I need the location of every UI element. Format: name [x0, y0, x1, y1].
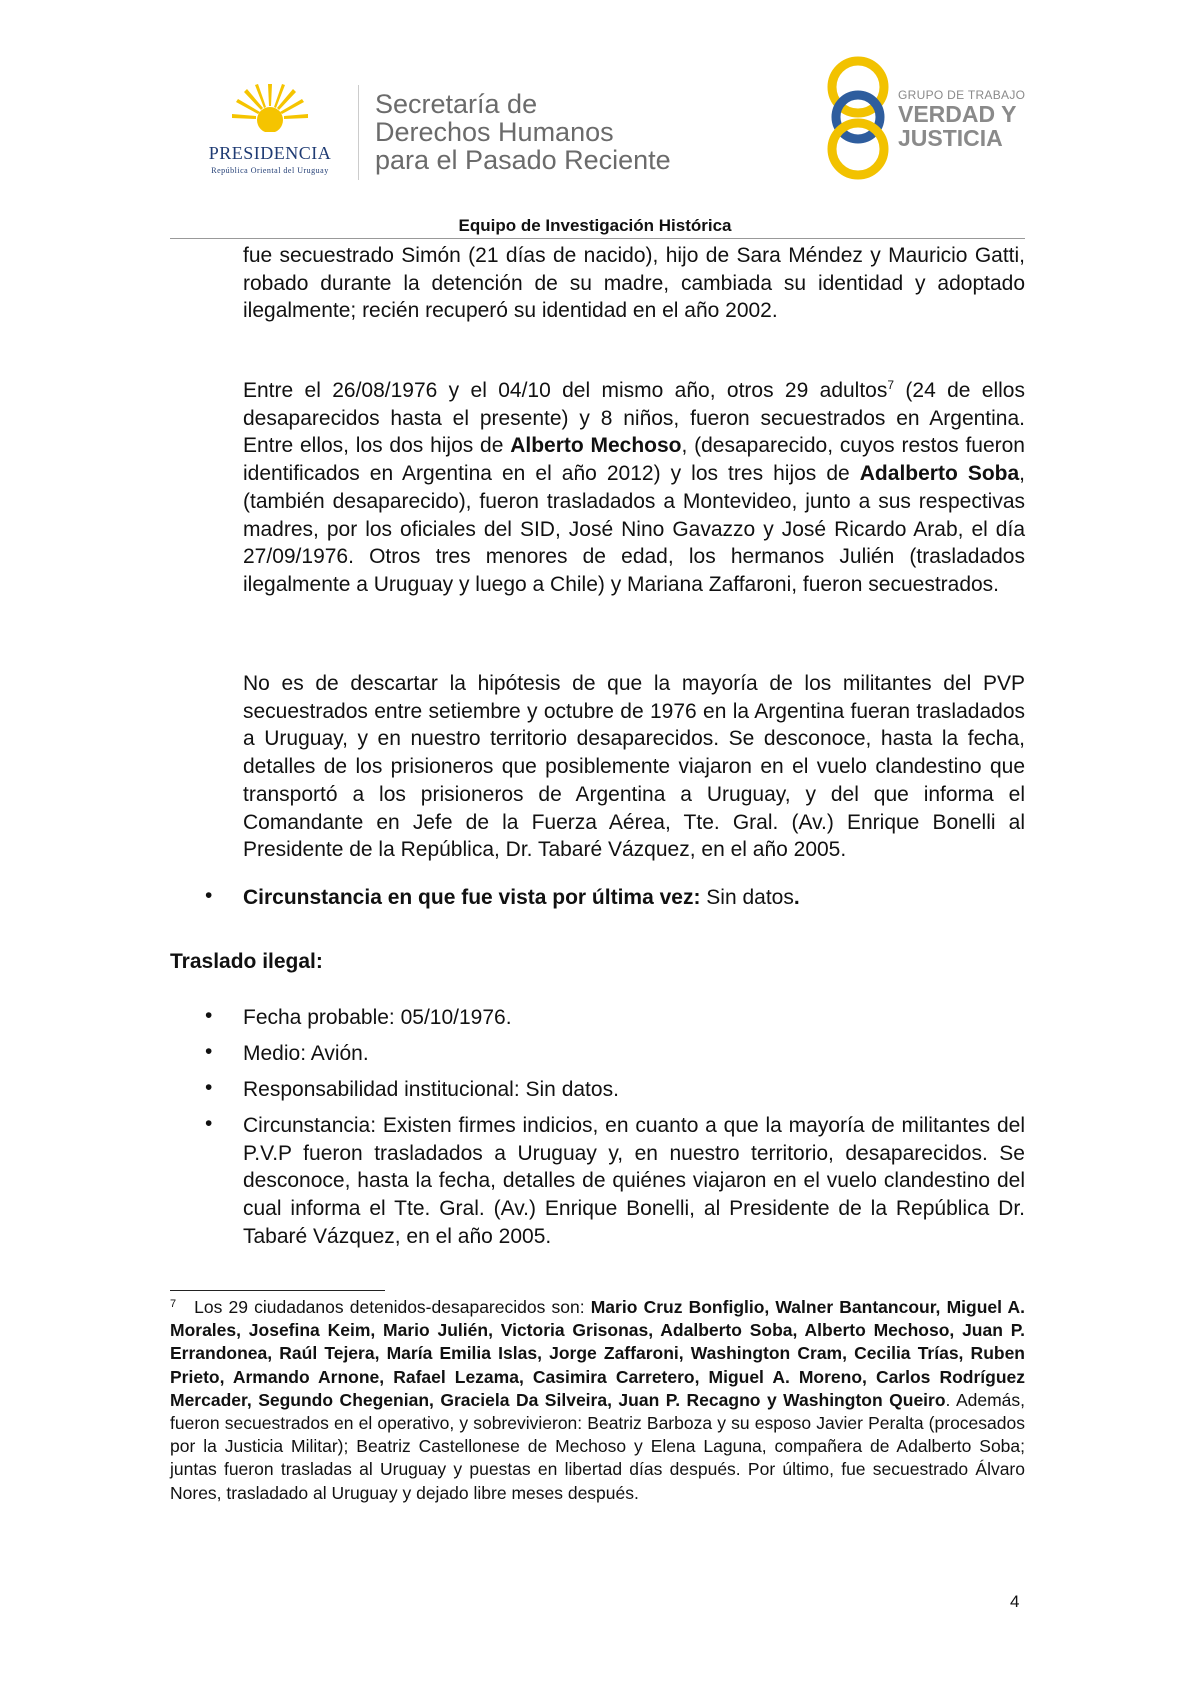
bullet-circ-end: . — [793, 886, 800, 909]
page-number: 4 — [1010, 1592, 1020, 1611]
footnote-names: Mario Cruz Bonfiglio, Walner Bantancour, Miguel A. Morales, Josefina Keim, Mario Julién, Victoria Grisonas, Adalberto Soba, Alberto Mechoso, Juan P. Errandonea, Raúl Tejera, María Emilia Islas, Jorge Zaffaroni, Washington Cram, Cecilia Trías, Ruben Prieto, Armando Arnone, Rafael Lezama, Casimira Carretero, Miguel A. Moreno, Carlos Rodríguez Mercader, Segundo Chegenian, Graciela Da Silveira, Juan P. Recagno y Washington Queiro — [170, 1297, 1025, 1410]
verdad-justicia-rings-icon — [820, 55, 896, 180]
paragraph-3: No es de descartar la hipótesis de que la mayoría de los militantes del PVP secuestrados entre setiembre y octubre de 1976 en la Argentina fueran trasladados a Uruguay, y en nuestro territorio desaparecidos. Se desconoce, hasta la fecha, detalles de los prisioneros que posiblemente viajaron en el vuelo clandestino que transportó a los prisioneros de Argentina a Uruguay, y del que informa el Comandante en Jefe de la Fuerza Aérea, Tte. Gral. (Av.) Enrique Bonelli al Presidente de la República, Dr. Tabaré Vázquez, en el año 2005. — [243, 672, 1025, 862]
gt-line-1: GRUPO DE TRABAJO — [898, 88, 1026, 102]
paragraph-1: fue secuestrado Simón (21 días de nacido), hijo de Sara Méndez y Mauricio Gatti, robado durante la detención de su madre, cambiada su identidad y adoptado ilegalmente; recién recuperó su identidad en el año 2002. — [243, 244, 1025, 323]
traslado-heading: Traslado ilegal: — [170, 950, 323, 973]
bullet-dot: • — [205, 1076, 213, 1099]
footnote-number: 7 — [170, 1298, 177, 1310]
presidencia-subtitle: República Oriental del Uruguay — [211, 166, 329, 175]
footnote-intro: Los 29 ciudadanos detenidos-desaparecidos son: — [194, 1297, 591, 1317]
verdad-justicia-logo-text — [898, 88, 1025, 150]
name-alberto-mechoso: Alberto Mechoso — [510, 434, 682, 458]
p2-d: , (también desaparecido), fueron trasladados a Montevideo, junto a sus respectivas madres, por los oficiales del SID, José Nino Gavazzo y José Ricardo Arab, el día 27/09/1976. Otros tres menores de edad, los hermanos Julién (trasladados ilegalmente a Uruguay y luego a Chile) y Mariana Zaffaroni, fueron secuestrados. — [243, 462, 1026, 596]
secretaria-line-2: Derechos Humanos — [375, 117, 614, 147]
secretaria-line-3: para el Pasado Reciente — [375, 145, 671, 175]
presidencia-logo — [190, 143, 350, 175]
footnote-ref: 7 — [887, 378, 895, 392]
p2-a: Entre el 26/08/1976 y el 04/10 del mismo año, otros 29 adultos — [243, 379, 888, 402]
traslado-item: Fecha probable: 05/10/1976. — [243, 1006, 512, 1029]
bullet-circ-label: Circunstancia en que fue vista por última vez: — [243, 886, 701, 909]
footnote-rest: . Además, fueron secuestrados en el operativo, y sobrevivieron: Beatriz Barboza y su esposo Javier Peralta (procesados por la Justicia Militar); Beatriz Castellonese de Mechoso y Elena Laguna, compañera de Adalberto Soba; juntas fueron trasladas al Uruguay y puestas en libertad días después. Por último, fue secuestrado Álvaro Nores, trasladado al Uruguay y dejado libre meses después. — [170, 1389, 1025, 1503]
secretaria-line-1: Secretaría de — [375, 89, 538, 119]
header-rule — [170, 238, 1025, 239]
footnote-7 — [170, 1293, 1025, 1505]
gt-line-3: JUSTICIA — [898, 125, 1003, 151]
bullet-circ-value: Sin datos — [700, 886, 794, 909]
traslado-item: Medio: Avión. — [243, 1042, 369, 1065]
footnote-rule — [170, 1290, 385, 1291]
presidencia-title: PRESIDENCIA — [208, 143, 332, 163]
traslado-item: Circunstancia: Existen firmes indicios, en cuanto a que la mayoría de militantes del P.V.P fueron trasladados a Uruguay y, en nuestro territorio, desaparecidos. Se desconoce, hasta la fecha, detalles de quiénes viajaron en el vuelo clandestino del cual informa el Tte. Gral. (Av.) Enrique Bonelli, al Presidente de la República Dr. Tabaré Vázquez, en el año 2005. — [243, 1114, 1025, 1248]
p2-c: , (desaparecido, cuyos restos fueron identificados en Argentina en el año 2012) y los tres hijos de — [243, 434, 1025, 486]
logo-divider — [358, 85, 359, 180]
paragraph-2 — [243, 372, 1025, 599]
gt-line-2: VERDAD Y — [898, 101, 1017, 127]
name-adalberto-soba: Adalberto Soba — [859, 462, 1020, 486]
sun-of-may-logo-icon — [230, 80, 310, 140]
running-header-title: Equipo de Investigación Histórica — [458, 216, 732, 235]
bullet-dot: • — [205, 1112, 213, 1135]
traslado-item: Responsabilidad institucional: Sin datos. — [243, 1078, 619, 1101]
secretaria-logo-text — [375, 90, 671, 174]
bullet-dot: • — [205, 1040, 213, 1063]
bullet-dot: • — [205, 884, 213, 907]
bullet-circunstancia — [243, 884, 1025, 912]
page-header — [0, 0, 1190, 215]
p2-b: (24 de ellos desaparecidos hasta el presente) y 8 niños, fueron secuestrados en Argentina. Entre ellos, los dos hijos de — [243, 379, 1025, 458]
bullet-dot: • — [205, 1004, 213, 1027]
